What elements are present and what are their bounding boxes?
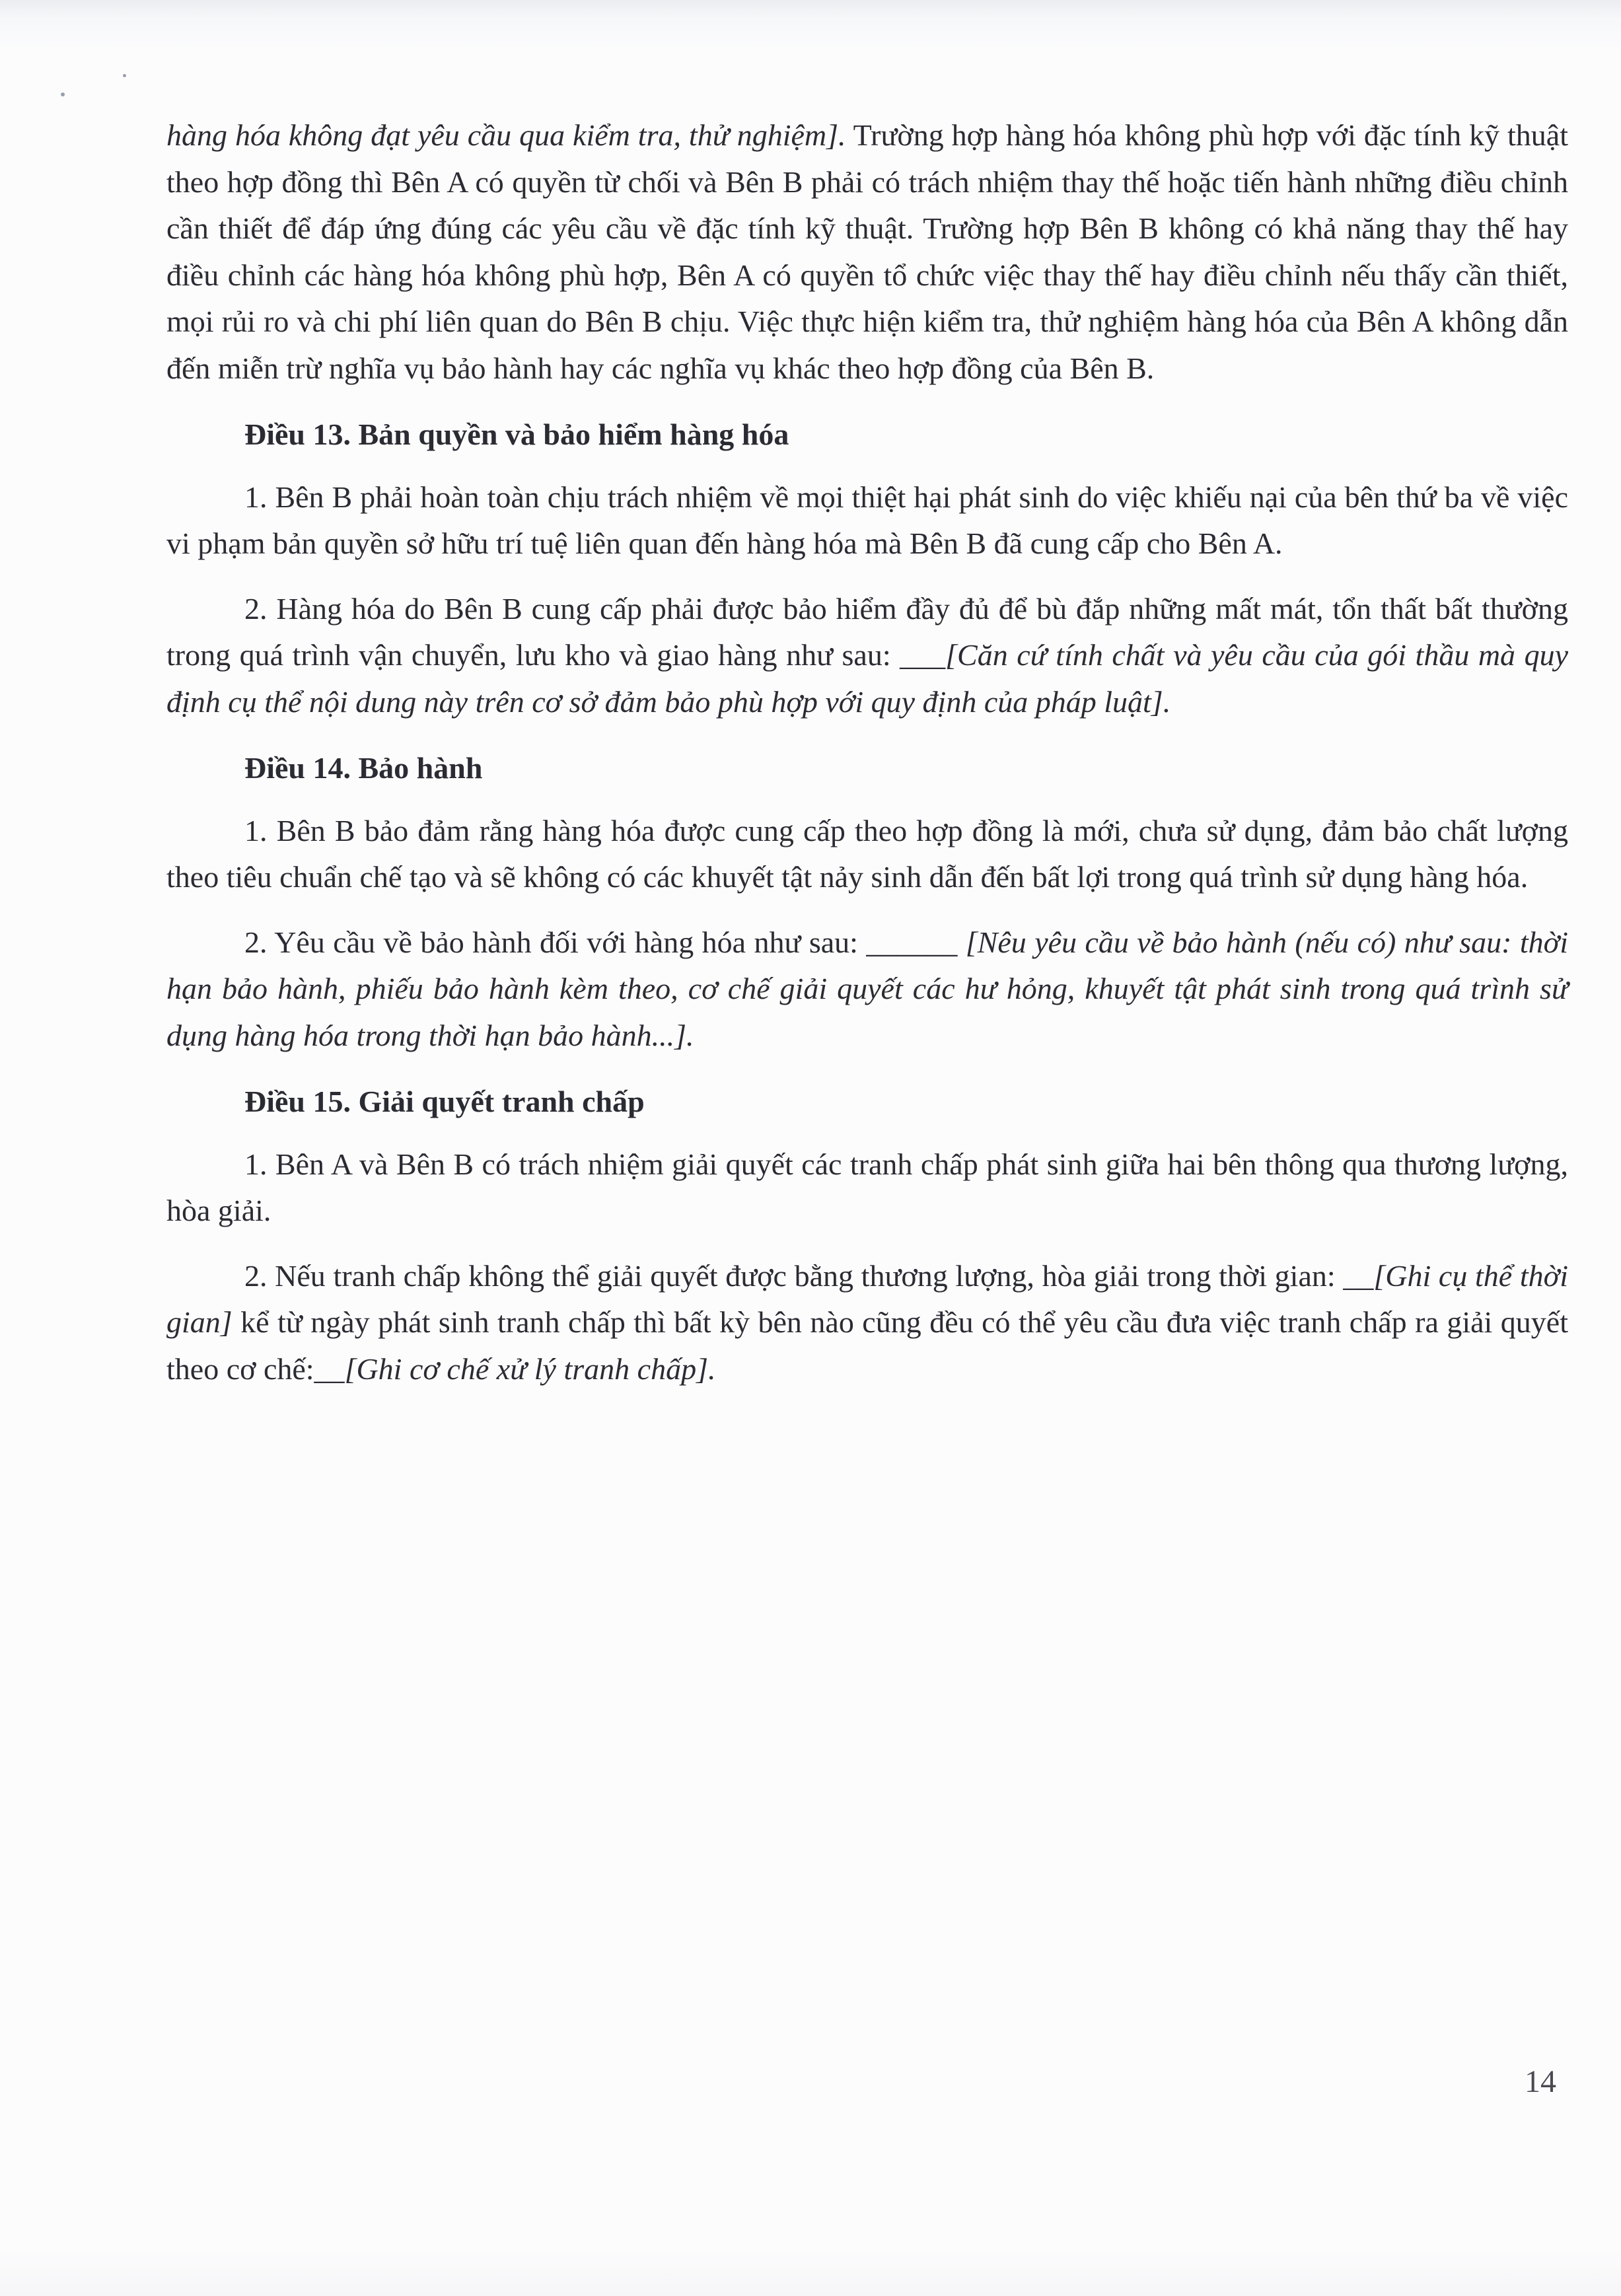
article-15-p2-italic-2: [Ghi cơ chế xử lý tranh chấp].: [344, 1351, 716, 1386]
article-15-p2-b: kể từ ngày phát sinh tranh chấp thì bất kỳ bên nào cũng đều có thể yêu cầu đưa việc tranh chấp ra giải quyết theo cơ chế:__: [166, 1305, 1568, 1386]
article-14-heading: Điều 14. Bảo hành: [244, 751, 483, 785]
scan-speck: [61, 92, 65, 96]
article-15-heading: Điều 15. Giải quyết tranh chấp: [244, 1085, 645, 1118]
article-14-p2-italic: [Nêu yêu cầu về bảo hành (nếu có) như sau: thời hạn bảo hành, phiếu bảo hành kèm theo, cơ chế giải quyết các hư hỏng, khuyết tật phát sinh trong quá trình sử dụng hàng hóa trong thời hạn bảo hành...].: [166, 925, 1568, 1052]
article-13-p2-text: 2. Hàng hóa do Bên B cung cấp phải được bảo hiểm đầy đủ để bù đắp những mất mát, tổn thất bất thường trong quá trình vận chuyển, lưu kho và giao hàng như sau: ___: [166, 591, 1568, 672]
article-13-paragraph-1: 1. Bên B phải hoàn toàn chịu trách nhiệm về mọi thiệt hại phát sinh do việc khiếu nại của bên thứ ba về việc vi phạm bản quyền sở hữu trí tuệ liên quan đến hàng hóa mà Bên B đã cung cấp cho Bên A.: [166, 480, 1568, 560]
intro-italic-lead: hàng hóa không đạt yêu cầu qua kiểm tra, thử nghiệm].: [166, 118, 846, 152]
scan-speck: [123, 74, 126, 77]
article-13-paragraph-2: [166, 586, 1568, 726]
article-14-paragraph-1: 1. Bên B bảo đảm rằng hàng hóa được cung cấp theo hợp đồng là mới, chưa sử dụng, đảm bảo chất lượng theo tiêu chuẩn chế tạo và sẽ không có các khuyết tật nảy sinh dẫn đến bất lợi trong quá trình sử dụng hàng hóa.: [166, 813, 1568, 894]
article-15-paragraph-1: 1. Bên A và Bên B có trách nhiệm giải quyết các tranh chấp phát sinh giữa hai bên thông qua thương lượng, hòa giải.: [166, 1147, 1568, 1227]
intro-text: Trường hợp hàng hóa không phù hợp với đặc tính kỹ thuật theo hợp đồng thì Bên A có quyền từ chối và Bên B phải có trách nhiệm thay thế hoặc tiến hành những điều chỉnh cần thiết để đáp ứng đúng các yêu cầu về đặc tính kỹ thuật. Trường hợp Bên B không có khả năng thay thế hay điều chỉnh các hàng hóa không phù hợp, Bên A có quyền tổ chức việc thay thế hay điều chỉnh nếu thấy cần thiết, mọi rủi ro và chi phí liên quan do Bên B chịu. Việc thực hiện kiểm tra, thử nghiệm hàng hóa của Bên A không dẫn đến miễn trừ nghĩa vụ bảo hành hay các nghĩa vụ khác theo hợp đồng của Bên B.: [166, 118, 1569, 385]
article-15-p2-a: 2. Nếu tranh chấp không thể giải quyết được bằng thương lượng, hòa giải trong thời gian: __: [244, 1258, 1374, 1293]
article-13-p2-italic: [Căn cứ tính chất và yêu cầu của gói thầu mà quy định cụ thể nội dung này trên cơ sở đảm bảo phù hợp với quy định của pháp luật].: [166, 638, 1568, 719]
article-14-paragraph-2: [166, 919, 1568, 1059]
article-15-p2-italic-1: [Ghi cụ thể thời gian]: [166, 1258, 1568, 1339]
page-number: 14: [1525, 2064, 1556, 2099]
article-14-p2-text: 2. Yêu cầu về bảo hành đối với hàng hóa như sau: ______: [244, 925, 966, 959]
article-13-heading: Điều 13. Bản quyền và bảo hiểm hàng hóa: [244, 417, 789, 451]
intro-paragraph: [166, 112, 1568, 392]
article-15-paragraph-2: [166, 1253, 1568, 1393]
document-body: [166, 112, 1568, 1392]
